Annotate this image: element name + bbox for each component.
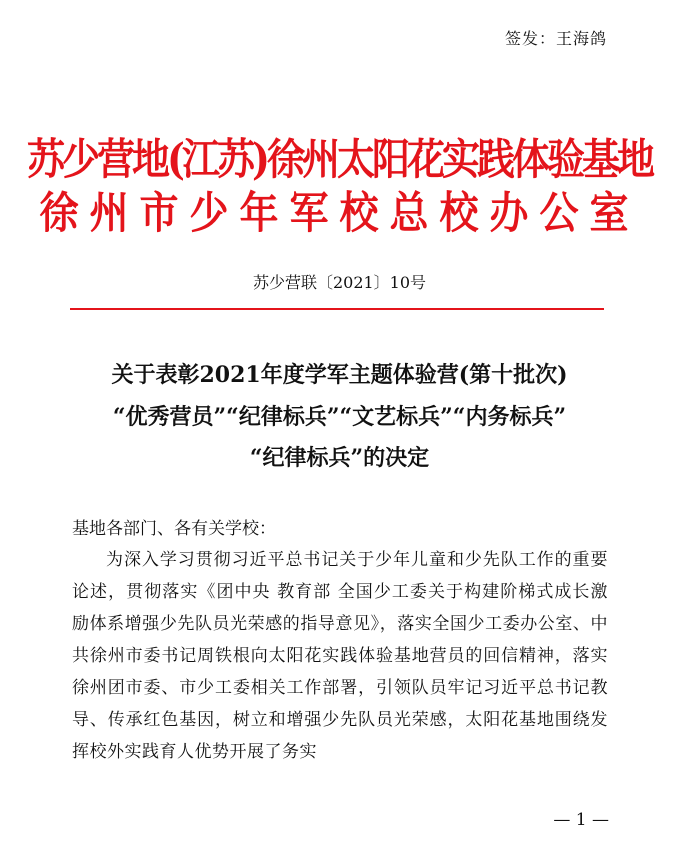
page-number: — 1 — — [553, 810, 609, 830]
document-number: 苏少营联〔2021〕10号 — [252, 273, 427, 292]
document-title-line-1: 关于表彰2021年度学军主题体验营(第十批次) — [111, 362, 568, 388]
red-divider-line — [70, 308, 604, 310]
issuing-org-line-1: 苏少营地(江苏)徐州太阳花实践体验基地 — [27, 133, 652, 185]
salutation: 基地各部门、各有关学校： — [72, 519, 276, 539]
issuing-org-line-2: 徐州市少年军校总校办公室 — [39, 187, 640, 240]
document-title-line-3: “纪律标兵”的决定 — [249, 445, 430, 471]
body-paragraph: 为深入学习贯彻习近平总书记关于少年儿童和少先队工作的重要论述，贯彻落实《团中央 教育部 全国少工委关于构建阶梯式成长激励体系增强少先队员光荣感的指导意见》，落实全国少工委办公室、中共徐州市委书记周铁根向太阳花实践体验基地营员的回信精神，落实徐州团市委、市少工委相关工作部署，引领队员牢记习近平总书记教导、传承红色基因，树立和增强少先队员光荣感，太阳花基地围绕发挥校外实践育人优势开展了务实 — [72, 550, 608, 762]
signer-line: 签发：王海鸽 — [504, 29, 607, 48]
document-title-line-2: “优秀营员”“纪律标兵”“文艺标兵”“内务标兵” — [112, 404, 567, 430]
